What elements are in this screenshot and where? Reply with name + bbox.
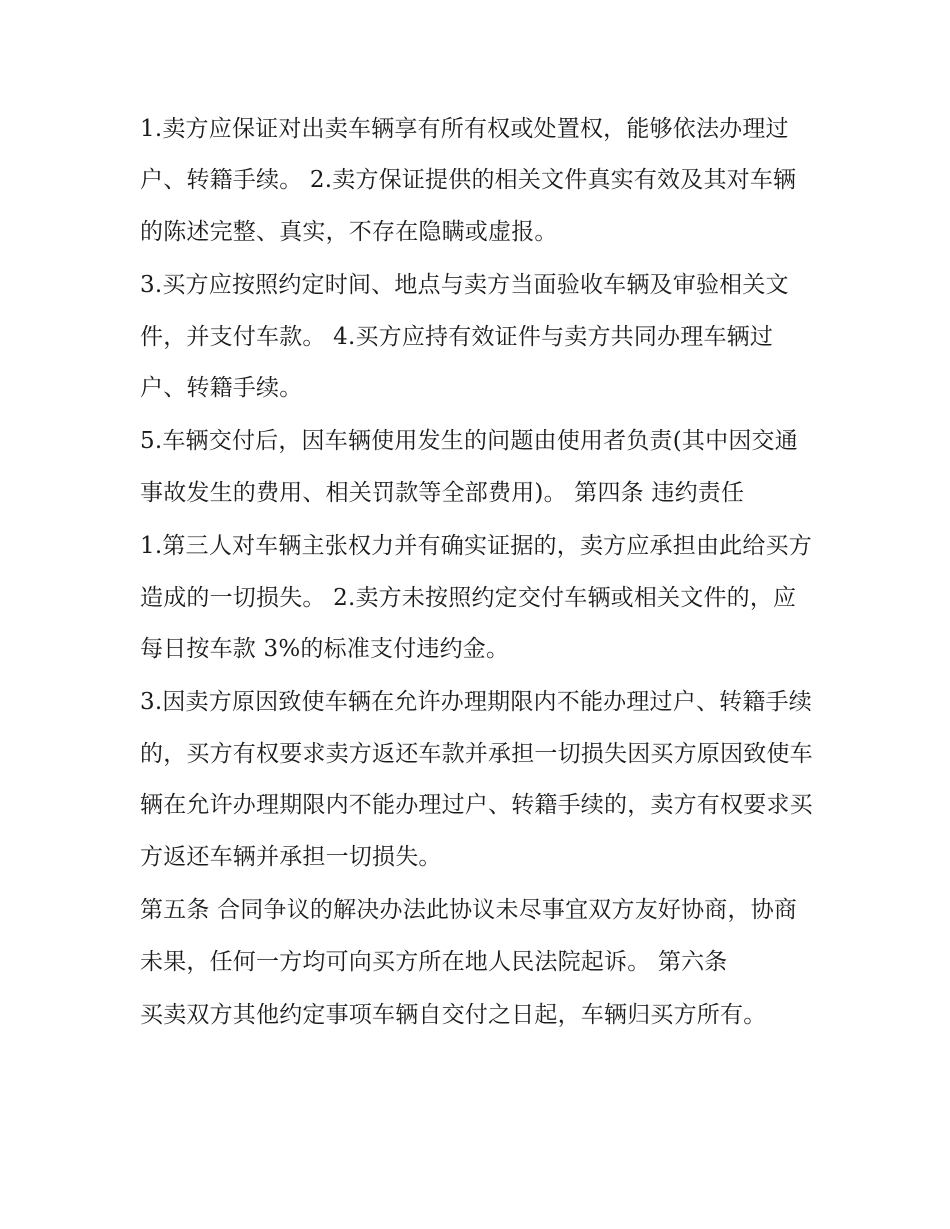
paragraph-delivery-liability: 5.车辆交付后，因车辆使用发生的问题由使用者负责(其中因交通事故发生的费用、相关罚款等全部费用)。 第四条 违约责任 bbox=[140, 428, 798, 506]
paragraph-dispute-resolution: 第五条 合同争议的解决办法此协议未尽事宜双方友好协商，协商未果，任何一方均可向买方所在地人民法院起诉。 第六条 bbox=[140, 897, 798, 975]
document-body bbox=[140, 104, 815, 1043]
paragraph-breach-liability-2: 3.因卖方原因致使车辆在允许办理期限内不能办理过户、转籍手续的，买方有权要求卖方返还车款并承担一切损失因买方原因致使车辆在允许办理期限内不能办理过户、转籍手续的，卖方有权要求买方返还车辆并承担一切损失。 bbox=[140, 689, 813, 870]
paragraph-buyer-obligations: 3.买方应按照约定时间、地点与卖方当面验收车辆及审验相关文件，并支付车款。 4.买方应持有效证件与卖方共同办理车辆过户、转籍手续。 bbox=[140, 272, 789, 402]
paragraph-seller-obligations: 1.卖方应保证对出卖车辆享有所有权或处置权，能够依法办理过户、转籍手续。 2.卖方保证提供的相关文件真实有效及其对车辆的陈述完整、真实，不存在隐瞒或虚报。 bbox=[140, 116, 797, 245]
paragraph-breach-liability-1: 1.第三人对车辆主张权力并有确实证据的，卖方应承担由此给买方造成的一切损失。 2.卖方未按照约定交付车辆或相关文件的，应每日按车款 3%的标准支付违约金。 bbox=[140, 533, 812, 663]
paragraph-other-terms: 买卖双方其他约定事项车辆自交付之日起，车辆归买方所有。 bbox=[140, 1001, 767, 1028]
